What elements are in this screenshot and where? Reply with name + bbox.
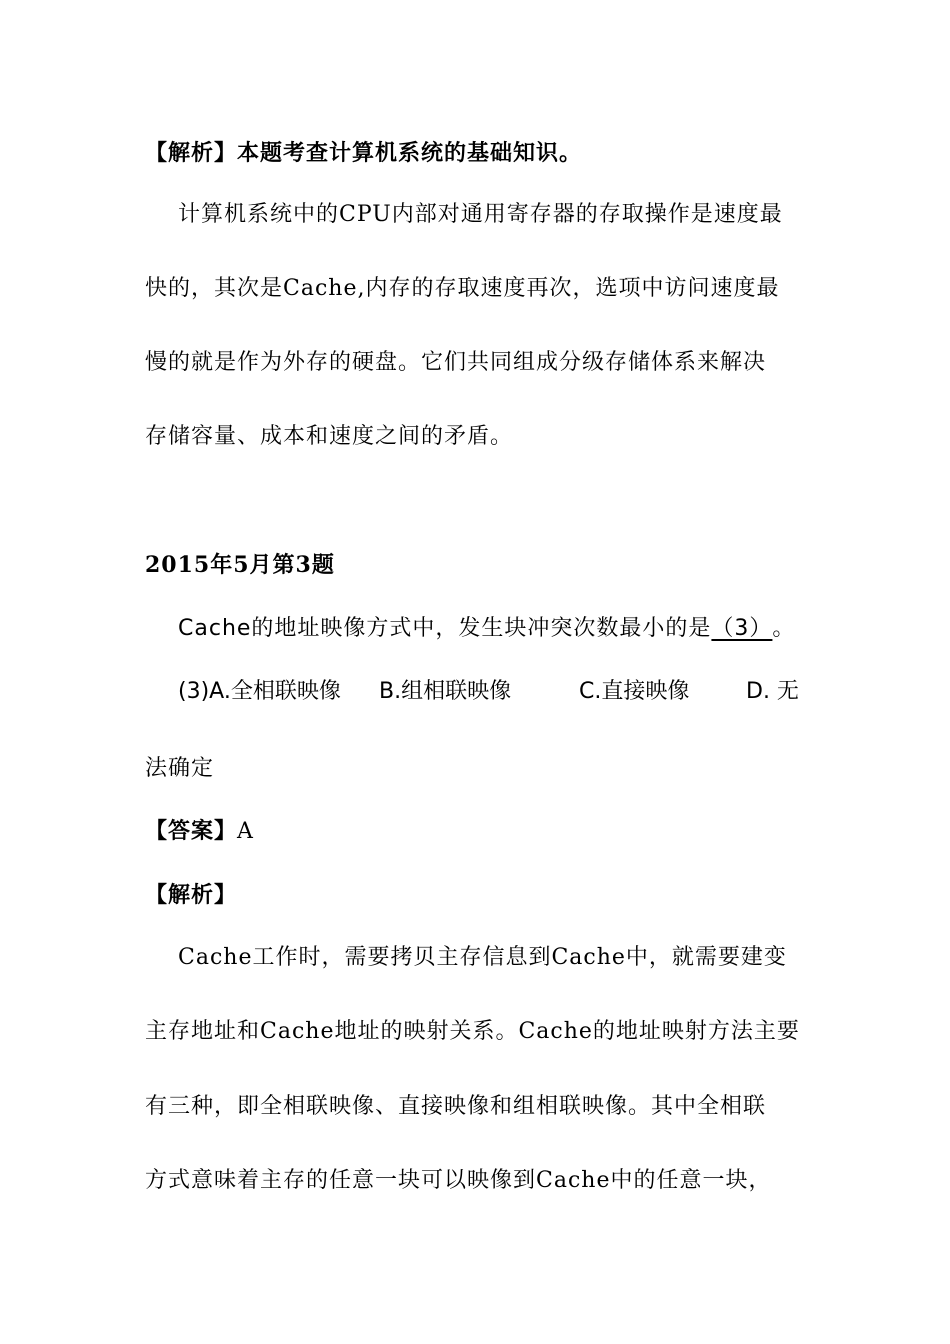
answer-line — [145, 816, 254, 847]
analysis-2-paragraph-line: 方式意味着主存的任意一块可以映像到Cache中的任意一块， — [145, 1168, 772, 1193]
analysis-2-paragraph-line: Cache工作时，需要拷贝主存信息到Cache中，就需要建变 — [178, 945, 787, 970]
option-b: B.组相联映像 — [379, 679, 512, 704]
option-a: (3)A.全相联映像 — [178, 679, 341, 704]
analysis-heading-2: 【解析】 — [145, 882, 238, 908]
analysis-2-paragraph-line: 主存地址和Cache地址的映射关系。Cache的地址映射方法主要 — [145, 1019, 800, 1044]
question-blank: （3） — [711, 616, 773, 641]
question-stem-end: 。 — [772, 616, 796, 641]
question-stem-text: Cache的地址映像方式中，发生块冲突次数最小的是 — [178, 616, 712, 641]
option-c: C.直接映像 — [579, 679, 690, 704]
analysis-paragraph-line: 存储容量、成本和速度之间的矛盾。 — [145, 424, 514, 449]
answer-label: 【答案】 — [145, 818, 238, 844]
analysis-2-paragraph-line: 有三种，即全相联映像、直接映像和组相联映像。其中全相联 — [145, 1094, 767, 1119]
analysis-paragraph-line: 慢的就是作为外存的硬盘。它们共同组成分级存储体系来解决 — [145, 350, 767, 375]
answer-value: A — [237, 819, 254, 844]
question-stem — [178, 614, 795, 644]
question-title: 2015年5月第3题 — [145, 552, 335, 578]
option-d: D. 无 — [746, 679, 799, 704]
analysis-paragraph-line: 快的，其次是Cache,内存的存取速度再次，选项中访问速度最 — [145, 276, 780, 301]
option-d-continued: 法确定 — [145, 756, 215, 781]
analysis-paragraph-line: 计算机系统中的CPU内部对通用寄存器的存取操作是速度最 — [178, 202, 783, 227]
analysis-heading: 【解析】本题考查计算机系统的基础知识。 — [145, 140, 583, 166]
